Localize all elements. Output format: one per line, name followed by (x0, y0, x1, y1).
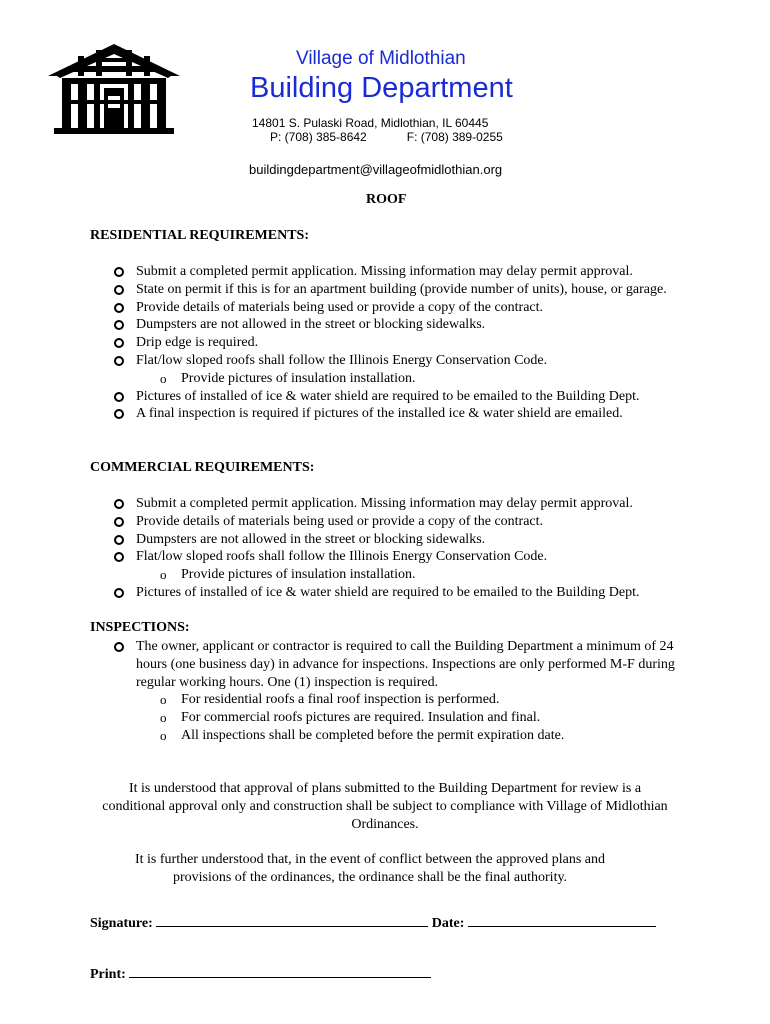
list-item: Provide details of materials being used or provide a copy of the contract. (0, 513, 696, 531)
list-item: Submit a completed permit application. Missing information may delay permit approval. (0, 263, 696, 281)
department-name: Building Department (250, 72, 513, 104)
list-item: Dumpsters are not allowed in the street or blocking sidewalks. (0, 531, 696, 549)
village-name: Village of Midlothian (296, 48, 466, 69)
bullet-icon (114, 588, 124, 598)
sub-bullet-icon: o (160, 727, 167, 743)
list-item: Flat/low sloped roofs shall follow the Illinois Energy Conservation Code. (0, 548, 696, 566)
approval-paragraph: It is understood that approval of plans submitted to the Building Department for review is a conditional approval only and construction shall be subject to compliance with Village of Midlothian Ordinances. (102, 781, 668, 832)
sub-bullet-icon: o (160, 567, 167, 583)
bullet-icon (114, 303, 124, 313)
fax-number: F: (708) 389-0255 (406, 130, 503, 144)
signature-row (90, 912, 656, 932)
signature-label: Signature: (90, 916, 153, 931)
list-item: Drip edge is required. (0, 334, 696, 352)
sub-bullet-icon: o (160, 692, 167, 708)
list-item: Submit a completed permit application. Missing information may delay permit approval. (0, 495, 696, 513)
phone-number: P: (708) 385-8642 (270, 130, 367, 144)
bullet-icon (114, 338, 124, 348)
bullet-icon (114, 517, 124, 527)
list-item: Flat/low sloped roofs shall follow the Illinois Energy Conservation Code. (0, 352, 696, 370)
contact-numbers (270, 130, 503, 144)
bullet-icon (114, 409, 124, 419)
list-item: A final inspection is required if pictures of the installed ice & water shield are emailed. (0, 405, 696, 423)
sub-bullet-icon: o (160, 710, 167, 726)
sub-list-item: o Provide pictures of insulation installation. (160, 567, 416, 583)
authority-paragraph: It is further understood that, in the event of conflict between the approved plans and provisions of the ordinances, the ordinance shall be the final authority. (134, 852, 606, 885)
sub-bullet-icon: o (160, 370, 167, 386)
sub-list-item: o Provide pictures of insulation installation. (160, 370, 416, 386)
bullet-icon (114, 552, 124, 562)
date-label: Date: (431, 916, 465, 931)
date-field[interactable] (468, 912, 656, 927)
list-item: Pictures of installed of ice & water shield are required to be emailed to the Building Dept. (0, 584, 696, 602)
bullet-icon (114, 535, 124, 545)
bullet-icon (114, 267, 124, 277)
bullet-icon (114, 285, 124, 295)
list-item: State on permit if this is for an apartment building (provide number of units), house, or garage. (0, 281, 676, 299)
page-title: ROOF (366, 192, 407, 207)
bullet-icon (114, 499, 124, 509)
address: 14801 S. Pulaski Road, Midlothian, IL 60445 (252, 116, 489, 130)
print-label: Print: (90, 967, 126, 982)
house-logo-icon (48, 44, 180, 134)
signature-field[interactable] (156, 912, 428, 927)
bullet-icon (114, 356, 124, 366)
inspections-heading: INSPECTIONS: (90, 620, 190, 635)
sub-list-item: o For residential roofs a final roof inspection is performed. (160, 692, 500, 708)
bullet-icon (114, 320, 124, 330)
commercial-requirements-list (0, 495, 701, 602)
sub-list-item: o For commercial roofs pictures are required. Insulation and final. (160, 710, 541, 726)
list-item: The owner, applicant or contractor is required to call the Building Department a minimum of 24 hours (one business day) in advance for inspections. Inspections are only performed M-F during regular working hours. One (1) inspection is required. (0, 638, 676, 691)
residential-requirements-list (0, 263, 701, 423)
bullet-icon (114, 642, 124, 652)
email-address[interactable]: buildingdepartment@villageofmidlothian.org (249, 162, 503, 177)
commercial-heading: COMMERCIAL REQUIREMENTS: (90, 460, 315, 475)
residential-heading: RESIDENTIAL REQUIREMENTS: (90, 228, 309, 243)
list-item: Pictures of installed of ice & water shield are required to be emailed to the Building Dept. (0, 388, 696, 406)
list-item: Dumpsters are not allowed in the street or blocking sidewalks. (0, 316, 696, 334)
list-item: Provide details of materials being used or provide a copy of the contract. (0, 299, 696, 317)
inspections-list (0, 638, 701, 745)
sub-list-item: o All inspections shall be completed before the permit expiration date. (160, 727, 565, 743)
bullet-icon (114, 392, 124, 402)
print-name-field[interactable] (129, 963, 431, 978)
print-row (90, 963, 431, 983)
